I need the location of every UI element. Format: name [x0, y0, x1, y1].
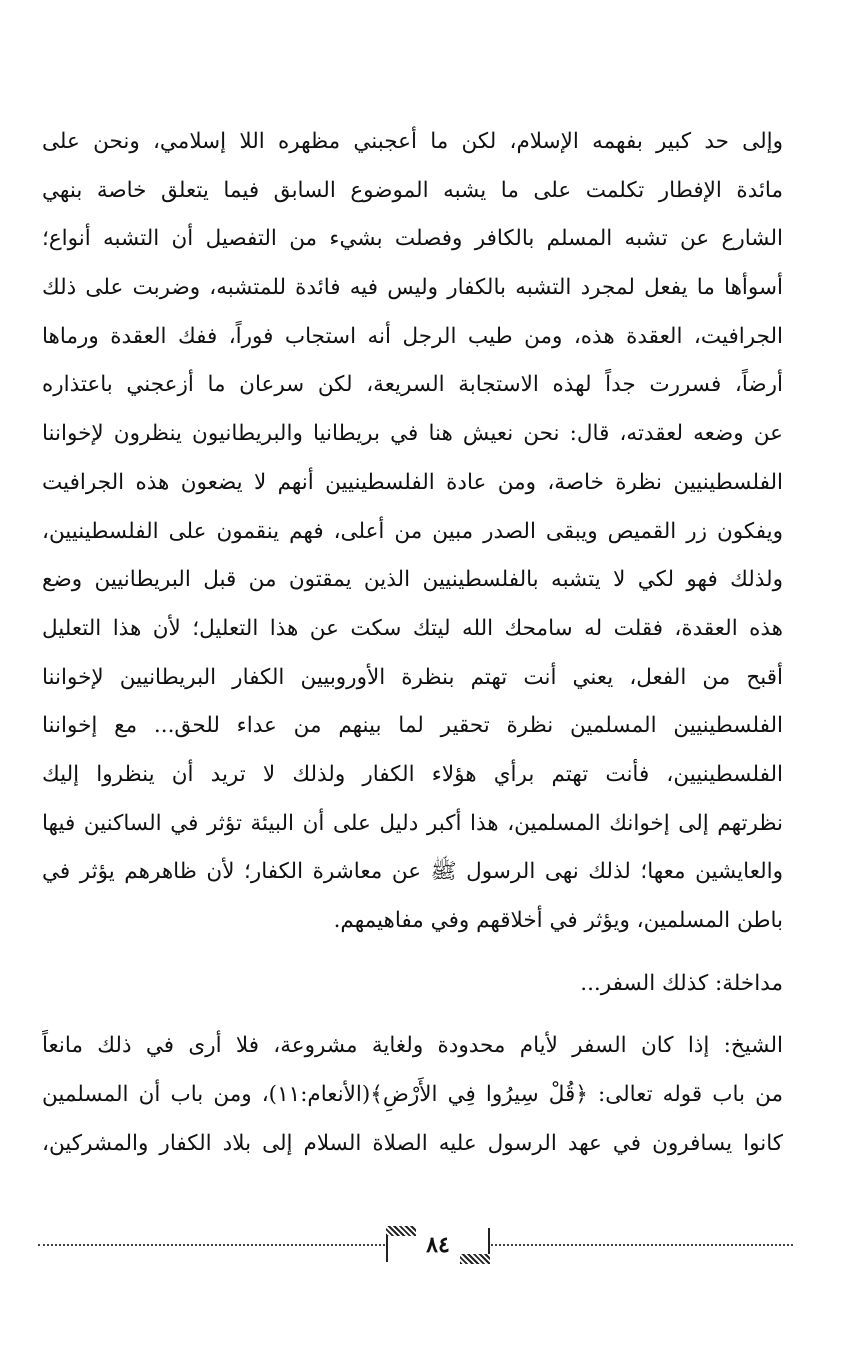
text-line: ولذلك فهو لكي لا يتشبه بالفلسطينيين الذين يمقتون من قبل البريطانيين وضع [42, 567, 783, 593]
text-line: والعايشين معها؛ لذلك نهى الرسول ﷺ عن معاشرة الكفار؛ لأن ظاهرهم يؤثر في [42, 859, 783, 885]
answer-line: كانوا يسافرون في عهد الرسول عليه الصلاة السلام إلى بلاد الكفار والمشركين، [42, 1130, 783, 1156]
interjection-line: مداخلة: كذلك السفر... [580, 970, 783, 996]
text-line: هذه العقدة، فقلت له سامحك الله ليتك سكت عن هذا التعليل؛ لأن هذا التعليل [42, 615, 783, 641]
page-footer [38, 1228, 793, 1268]
text-line: الفلسطينيين نظرة خاصة، ومن عادة الفلسطينيين أنهم لا يضعون هذه الجرافيت [42, 469, 783, 495]
text-line: أرضاً، فسررت جداً لهذه الاستجابة السريعة، لكن سرعان ما أزعجني باعتذاره [42, 372, 783, 398]
page-number: ٨٤ [426, 1232, 450, 1258]
page-number-frame [386, 1228, 490, 1262]
text-line: وإلى حد كبير بفهمه الإسلام، لكن ما أعجبني مظهره اللا إسلامي، ونحن على [42, 129, 783, 154]
text-line: ويفكون زر القميص ويبقى الصدر مبين من أعلى، فهم ينقمون على الفلسطينيين، [42, 518, 783, 544]
body-text [42, 118, 783, 1168]
text-line: باطن المسلمين، ويؤثر في أخلاقهم وفي مفاهيمهم. [333, 908, 783, 933]
text-line: أقبح من الفعل، يعني أنت تهتم بنظرة الأوروبيين الكفار البريطانيين لإخواننا [42, 664, 783, 690]
text-line: مائدة الإفطار تكلمت على ما يشبه الموضوع السابق فيما يتعلق خاصة بنهي [42, 177, 783, 203]
answer-line: من باب قوله تعالى: ﴿قُلْ سِيرُوا فِي الأَرْضِ﴾(الأنعام:١١)، ومن باب أن المسلمين [42, 1082, 783, 1108]
answer-line: الشيخ: إذا كان السفر لأيام محدودة ولغاية مشروعة، فلا أرى في ذلك مانعاً [42, 1033, 783, 1059]
text-line: الفلسطينيين، فأنت تهتم برأي هؤلاء الكفار ولذلك لا تريد أن ينظروا إليك [42, 761, 783, 787]
text-line: نظرتهم إلى إخوانك المسلمين، هذا أكبر دليل على أن البيئة تؤثر في الساكنين فيها [42, 810, 783, 836]
text-line: الفلسطينيين المسلمين نظرة تحقير لما بينهم من عداء للحق... مع إخواننا [42, 713, 783, 739]
text-line: الجرافيت، العقدة هذه، ومن طيب الرجل أنه استجاب فوراً، ففك العقدة ورماها [42, 323, 783, 349]
text-line: أسوأها ما يفعل لمجرد التشبه بالكفار وليس فيه فائدة للمتشبه، وضربت على ذلك [42, 275, 783, 301]
paragraph-gap [42, 946, 783, 960]
paragraph-gap [42, 1008, 783, 1022]
text-line: عن وضعه لعقدته، قال: نحن نعيش هنا في بريطانيا والبريطانيون ينظرون لإخواننا [42, 421, 783, 447]
text-line: الشارع عن تشبه المسلم بالكافر وفصلت بشيء من التفصيل أن التشبه أنواع؛ [42, 226, 783, 252]
ornament-icon [460, 1254, 490, 1264]
